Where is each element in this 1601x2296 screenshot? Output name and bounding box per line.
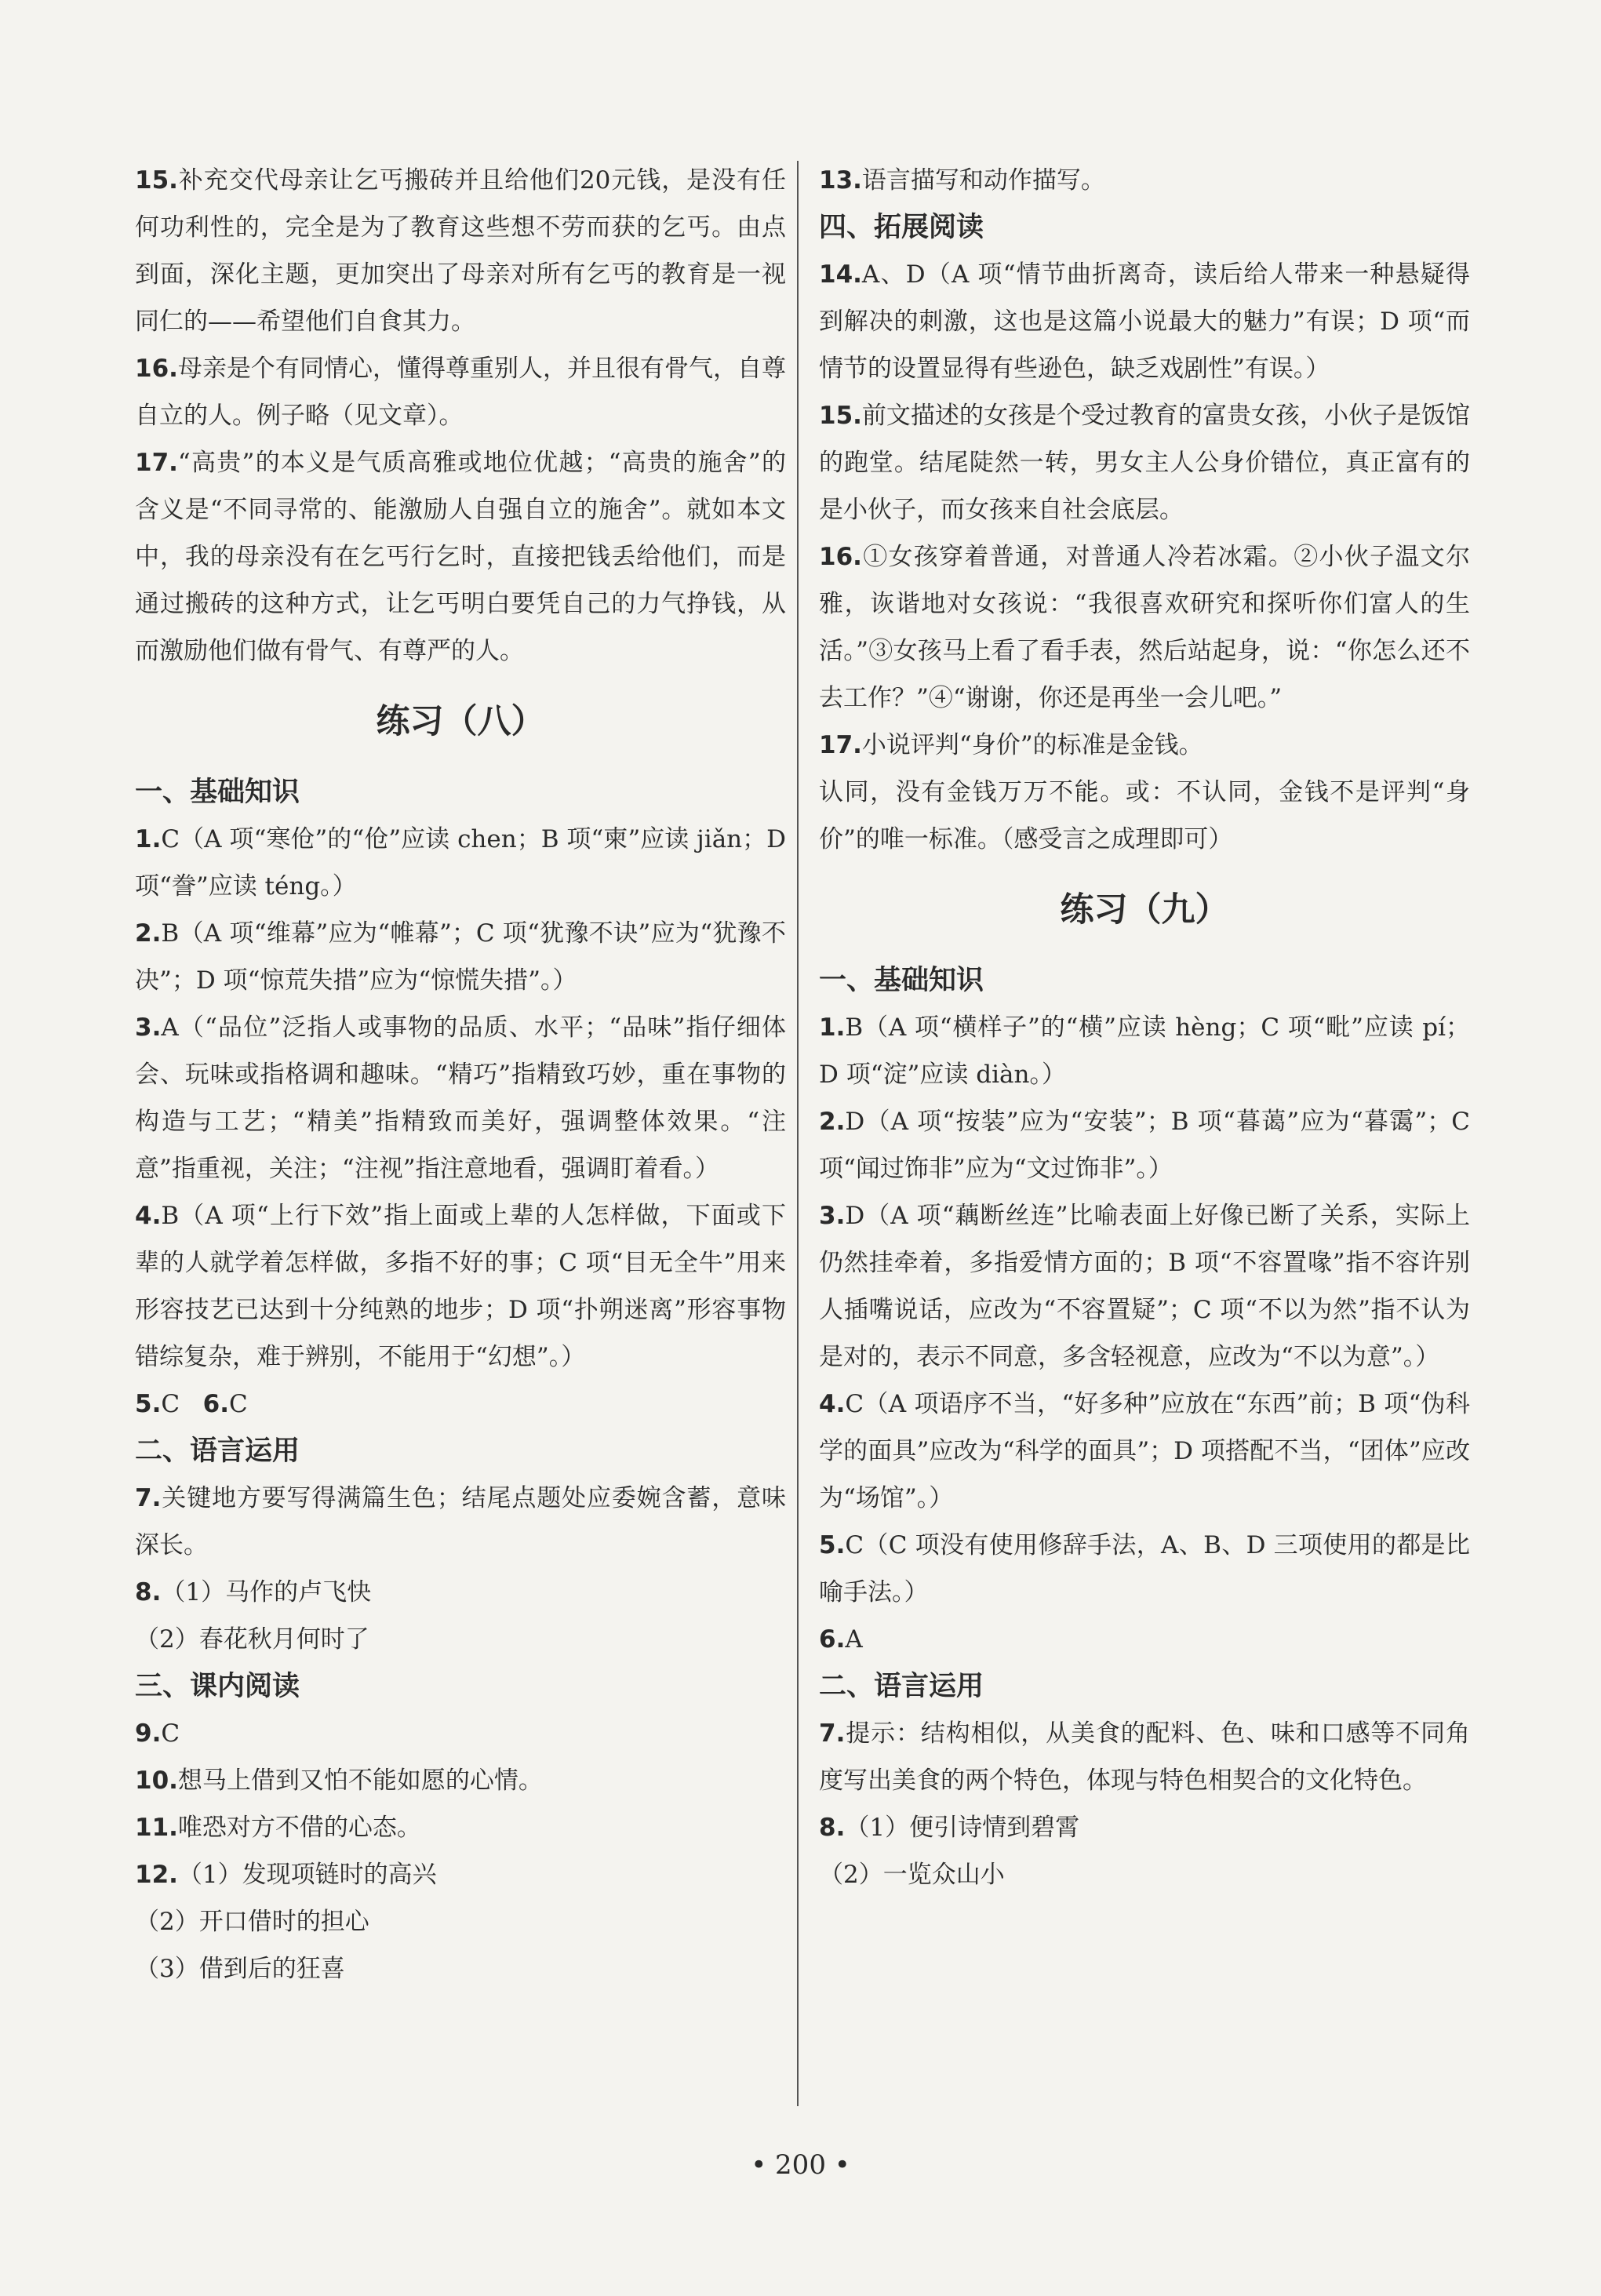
section-language-use: 二、语言运用 <box>135 1435 300 1467</box>
answer-17: 17.“高贵”的本义是气质高雅或地位优越；“高贵的施舍”的含义是“不同寻常的、能激励人自强自立的施舍”。就如本文中，我的母亲没有在乞丐行乞时，直接把钱丢给他们，而是通过搬砖的这种方式，让乞丐明白要凭自己的力气挣钱，从而激励他们做有骨气、有尊严的人。 <box>135 449 786 665</box>
answer-r15: 15.前文描述的女孩是个受过教育的富贵女孩，小伙子是饭馆的跑堂。结尾陡然一转，男女主人公身价错位，真正富有的是小伙子，而女孩来自社会底层。 <box>819 402 1470 524</box>
answer-f2: 2.D（A 项“按装”应为“安装”；B 项“暮蔼”应为“暮霭”；C 项“闻过饰非”应为“文过饰非”。） <box>819 1108 1470 1183</box>
answer-f4: 4.C（A 项语序不当，“好多种”应放在“东西”前；B 项“伪科学的面具”应改为“科学的面具”；D 项搭配不当，“团体”应改为“场馆”。） <box>819 1390 1470 1512</box>
answer-1: 1.C（A 项“寒伧”的“伧”应读 chen；B 项“柬”应读 jiǎn；D 项“誊”应读 téng。） <box>135 825 786 901</box>
answer-8: 8.（1）马作的卢飞快 <box>135 1578 372 1606</box>
answer-f3: 3.D（A 项“藕断丝连”比喻表面上好像已断了关系，实际上仍然挂牵着，多指爱情方面的；B 项“不容置喙”指不容许别人插嘴说话，应改为“不容置疑”；C 项“不以为然”指不认为是对的，表示不同意，多含轻视意，应改为“不以为意”。） <box>819 1202 1470 1371</box>
answer-11: 11.唯恐对方不借的心态。 <box>135 1814 421 1842</box>
answer-8-line-2: （2）春花秋月何时了 <box>135 1625 369 1654</box>
answer-12-line-3: （3）借到后的狂喜 <box>135 1955 345 1983</box>
answer-12: 12.（1）发现项链时的高兴 <box>135 1861 437 1889</box>
section-extended-reading: 四、拓展阅读 <box>819 212 984 243</box>
answer-r17: 17.小说评判“身价”的标准是金钱。 <box>819 731 1203 759</box>
answer-9: 9.C <box>135 1719 180 1748</box>
answer-f7: 7.提示：结构相似，从美食的配料、色、味和口感等不同角度写出美食的两个特色，体现与特色相契合的文化特色。 <box>819 1719 1470 1795</box>
page-number: • 200 • <box>751 2149 850 2181</box>
section-basic-knowledge-9: 一、基础知识 <box>819 965 984 996</box>
left-column <box>135 157 786 1992</box>
answer-r16: 16.①女孩穿着普通，对普通人冷若冰霜。②小伙子温文尔雅，诙谐地对女孩说：“我很喜欢研究和探听你们富人的生活。”③女孩马上看了看手表，然后站起身，说：“你怎么还不去工作？”④“谢谢，你还是再坐一会儿吧。” <box>819 543 1470 712</box>
answer-f8-line-2: （2）一览众山小 <box>819 1861 1005 1889</box>
answer-4: 4.B（A 项“上行下效”指上面或上辈的人怎样做，下面或下辈的人就学着怎样做，多指不好的事；C 项“目无全牛”用来形容技艺已达到十分纯熟的地步；D 项“扑朔迷离”形容事物错综复杂，难于辨别，不能用于“幻想”。） <box>135 1202 786 1371</box>
exercise-9-title: 练习（九） <box>1060 890 1229 930</box>
answer-3: 3.A（“品位”泛指人或事物的品质、水平；“品味”指仔细体会、玩味或指格调和趣味。“精巧”指精致巧妙，重在事物的构造与工艺；“精美”指精致而美好，强调整体效果。“注意”指重视，关注；“注视”指注意地看，强调盯着看。） <box>135 1013 786 1183</box>
answer-7: 7.关键地方要写得满篇生色；结尾点题处应委婉含蓄，意味深长。 <box>135 1484 786 1559</box>
answer-r13: 13.语言描写和动作描写。 <box>819 166 1105 195</box>
answer-r17-line-2: 认同，没有金钱万万不能。或：不认同，金钱不是评判“身价”的唯一标准。（感受言之成理即可） <box>819 778 1470 853</box>
answer-16: 16.母亲是个有同情心，懂得尊重别人，并且很有骨气，自尊自立的人。例子略（见文章）。 <box>135 355 786 430</box>
section-in-class-reading: 三、课内阅读 <box>135 1671 300 1702</box>
section-language-use-9: 二、语言运用 <box>819 1671 984 1702</box>
answer-10: 10.想马上借到又怕不能如愿的心情。 <box>135 1767 543 1795</box>
answer-r14: 14.A、D（A 项“情节曲折离奇，读后给人带来一种悬疑得到解决的刺激，这也是这篇小说最大的魅力”有误；D 项“而情节的设置显得有些逊色，缺乏戏剧性”有误。） <box>819 260 1470 383</box>
exercise-8-title: 练习（八） <box>376 702 545 741</box>
answer-f8: 8.（1）便引诗情到碧霄 <box>819 1814 1080 1842</box>
column-divider <box>797 161 799 2106</box>
answer-15: 15.补充交代母亲让乞丐搬砖并且给他们20元钱，是没有任何功利性的，完全是为了教育这些想不劳而获的乞丐。由点到面，深化主题，更加突出了母亲对所有乞丐的教育是一视同仁的——希望他们自食其力。 <box>135 166 786 336</box>
answer-2: 2.B（A 项“维幕”应为“帷幕”；C 项“犹豫不诀”应为“犹豫不决”；D 项“惊荒失措”应为“惊慌失措”。） <box>135 919 786 995</box>
answer-f5: 5.C（C 项没有使用修辞手法，A、B、D 三项使用的都是比喻手法。） <box>819 1531 1470 1606</box>
answer-5-6: 5.C 6.C <box>135 1390 248 1418</box>
answer-f6: 6.A <box>819 1625 863 1654</box>
section-basic-knowledge: 一、基础知识 <box>135 777 300 808</box>
answer-f1: 1.B（A 项“横样子”的“横”应读 hèng；C 项“毗”应读 pí；D 项“淀”应读 diàn。） <box>819 1013 1470 1089</box>
answer-12-line-2: （2）开口借时的担心 <box>135 1908 369 1936</box>
right-column <box>819 157 1470 1898</box>
